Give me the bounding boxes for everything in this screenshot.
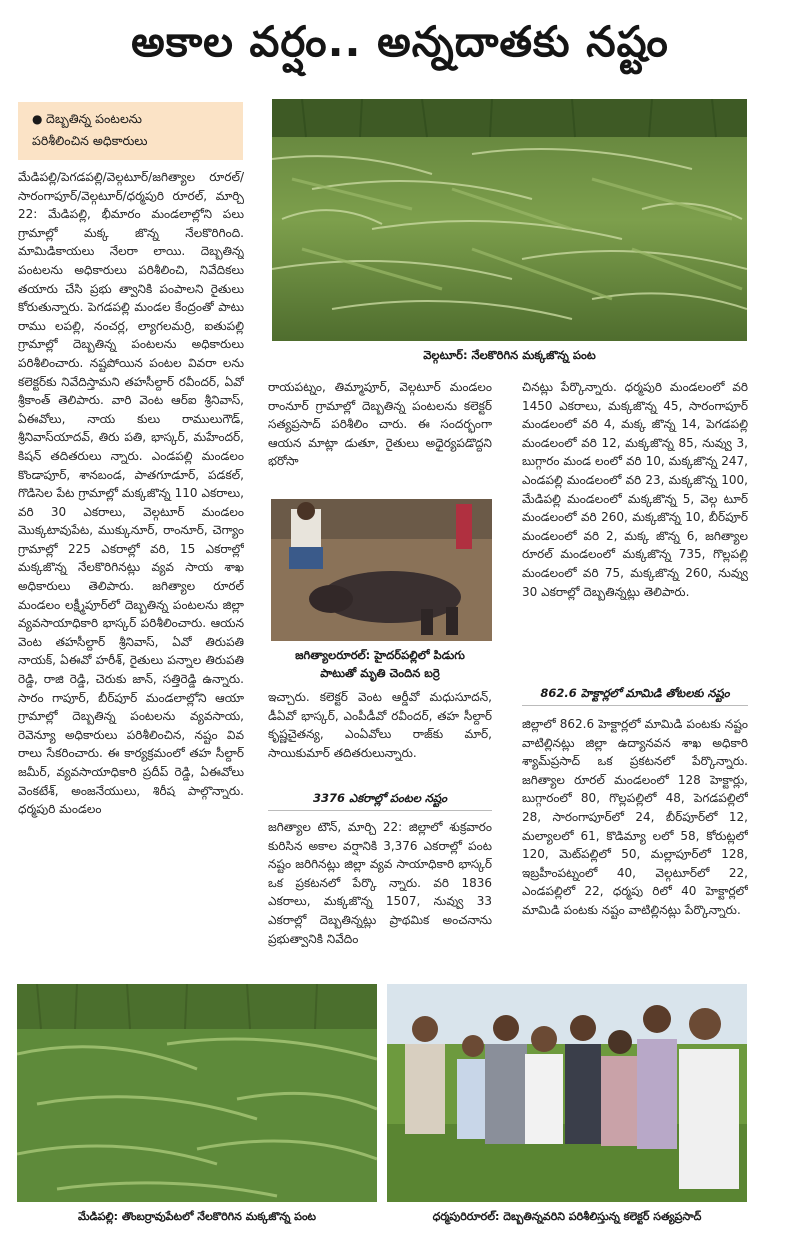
article-column-3b xyxy=(522,715,748,970)
photo-maize-field-bottom xyxy=(17,984,377,1202)
article-text-col1: మేడిపల్లి/పెగడపల్లి/వెల్గటూర్/జగిత్యాల రూరల్/సారంగాపూర్/వెల్గటూర్/ధర్మపురి రూరల్, మార్చి 22: మేడిపల్లి, భీమారం మండలాల్లోని పలు గ్రామాల్లో మక్క జొన్న నేలకొరిగింది. మామిడికాయలు నేలరా లాయి. దెబ్బతిన్న పంటలను అధికారులు పరిశీలించి, నివేదికలు తయారు చేసి ప్రభు త్వానికి పంపాలని రైతులు కోరుతున్నారు. పెగడపల్లి మండల కేంద్రంతో పాటు రాము లపల్లి, నంచర్ల, ల్యాగలమర్రి, ఐతుపల్లి గ్రామాల్లో దెబ్బతిన్న పంటలను అధికారులు పరిశీలించారు. నష్టపోయిన పంటల వివరా లను కలెక్టర్‌కు నివేదిస్తామని తహసీల్దార్ రవీందర్, ఏవో శ్రీకాంత్ తెలిపారు. వారి వెంట ఆర్ఐ శ్రీనివాస్, ఏఈవోలు, నాయ కులు రాములుగౌడ్, శ్రీనివాస్‌యాదవ్, తిరు పతి, భాస్కర్, మహేందర్, కిషన్ తదితరులు న్నారు. ఎండపల్లి మండలం కొండాపూర్, శానబండ, పాతగూడూర్, పడకల్, గొడిసెల పేట గ్రామాల్లో మక్కజొన్న 110 ఎకరాలు, వరి 30 ఎకరాలు, వెల్గటూర్ మండలం మొక్కటావుపేట, ముక్కునూర్, రాంనూర్, చెగ్యాం గ్రామాల్లో 225 ఎకరాల్లో వరి, 15 ఎకరాల్లో మక్కజొన్న నేలకొరిగినట్లు వ్యవ సాయ శాఖ అధికారులు తెలిపారు. జగిత్యాల రూరల్ మండలం లక్ష్మీపూర్‌లో దెబ్బతిన్న పంటలను జిల్లా వ్యవసాయాధికారి భాస్కర్ పరిశీలించారు. ఆయన వెంట తహసీల్దార్ శ్రీనివాస్, ఏవో తిరుపతి నాయక్, ఏఈవో హరీశ్, రైతులు పన్నాల తిరుపతి రెడ్డి, రాజి రెడ్డి, చెరుకు జాన్, సత్తిరెడ్డి ఉన్నారు. సారం గాపూర్, బీర్‌పూర్ మండలాల్లోని ఆయా గ్రామాల్లో దెబ్బతిన్న పంటలను వ్యవసాయ, రెవెన్యూ అధికారులు పరిశీలించిన, నష్టం వివ రాలు సేకరించారు. ఈ కార్యక్రమంలో తహ సీల్దార్ జమీర్, వ్యవసాయాధికారి ప్రదీప్ రెడ్డి, ఏఈవోలు వెంకటేశ్, అంజనేయులు, శిరీష పాల్గొన్నారు. ధర్మపురి మండలం xyxy=(18,170,244,817)
page-headline: అకాల వర్షం.. అన్నదాతకు నష్టం xyxy=(131,17,669,66)
article-column-1 xyxy=(18,168,244,968)
highlight-line-2: పరిశీలించిన అధికారులు xyxy=(32,133,148,148)
caption-buffalo-line1: జగిత్యాలరూరల్: హైదర్‌పల్లిలో పిడుగు xyxy=(295,648,465,662)
article-text-col2b: ఇచ్చారు. కలెక్టర్ వెంట ఆర్డీవో మధుసూదన్, డీఏవో భాస్కర్, ఎంపీడీవో రవీందర్, తహ సీల్దార్ కృష్ణచైతన్య, ఎంఏవోలు రాజ్‌కు మార్, సాయికుమార్ తదితరులున్నారు. xyxy=(268,690,492,760)
article-column-2a xyxy=(268,378,492,493)
fallen-maize-image xyxy=(17,984,377,1202)
article-text-col3a: చినట్లు పేర్కొన్నారు. ధర్మపురి మండలంలో వరి 1450 ఎకరాలు, మక్కజొన్న 45, సారంగాపూర్ మండలంలో వరి 4, మక్క జొన్న 14, పెగడపల్లి మండలంలో వరి 12, మక్కజొన్న 85, నువ్వు 3, బుగ్గారం మండ లంలో వరి 10, మక్కజొన్న 247, ఎండపల్లి మండలంలో వరి 23, మక్కజొన్న 100, మేడిపల్లి మండలంలో మక్కజొన్న 5, వెల్గ టూర్ మండలంలో వరి 260, మక్కజొన్న 10, బీర్‌పూర్ మండలంలో వరి 2, మక్క జొన్న 6, జగిత్యాల రూరల్ మండలంలో మక్కజొన్న 735, గొల్లపల్లి మండలంలో వరి 75, మక్కజొన్న 260, నువ్వు 30 ఎకరాల్లో దెబ్బతిన్నట్లు తెలిపారు. xyxy=(522,380,748,599)
caption-bottom-left-photo: మేడిపల్లి: తొంబర్రావుపేటలో నేలకొరిగిన మక్కజొన్న పంట xyxy=(77,1210,317,1223)
highlight-line-1: దెబ్బతిన్న పంటలను xyxy=(46,111,142,126)
article-column-2c xyxy=(268,818,492,970)
photo-dead-buffalo xyxy=(271,499,492,641)
article-column-3a xyxy=(522,378,748,678)
caption-top-photo: వెల్గటూర్: నేలకొరిగిన మక్కజొన్న పంట xyxy=(423,348,596,362)
buffalo-image xyxy=(271,499,492,641)
subhead-rule-col3 xyxy=(522,705,748,706)
caption-buffalo-line2: పాటుతో మృతి చెందిన బర్రె xyxy=(320,666,440,680)
maize-field-image xyxy=(272,99,747,341)
article-text-col3b: జిల్లాలో 862.6 హెక్టార్లలో మామిడి పంటకు నష్టం వాటిల్లినట్లు జిల్లా ఉద్యానవన శాఖ అధికారి శ్యామ్‌ప్రసాద్ ఒక ప్రకటనలో పేర్కొన్నారు. జగిత్యాల రూరల్ మండలంలో 128 హెక్టార్లు, బుగ్గారంలో 80, గొల్లపల్లిలో 48, పెగడపల్లిలో 28, సారంగాపూర్‌లో 24, బీర్‌పూర్‌లో 12, మల్యాలలో 61, కొడిమ్యా లలో 58, కోరుట్లలో 120, మెట్‌పల్లిలో 50, మల్లాపూర్‌లో 128, ఇబ్రహీంపట్నంలో 40, వెల్గటూర్‌లో 22, ఎండపల్లిలో 22, ధర్మపు రిలో 40 హెక్టార్లలో మామిడి పంటకు నష్టం వాటిల్లినట్లు పేర్కొన్నారు. xyxy=(522,717,748,917)
article-column-2b xyxy=(268,688,492,784)
article-text-col2c: జగిత్యాల టౌన్, మార్చి 22: జిల్లాలో శుక్రవారం కురిసిన అకాల వర్షానికి 3,376 ఎకరాల్లో పంట నష్టం జరిగినట్లు జిల్లా వ్యవ సాయాధికారి భాస్కర్ ఒక ప్రకటనలో పేర్కొ న్నారు. వరి 1836 ఎకరాలు, మక్కజొన్న 1507, నువ్వు 33 ఎకరాల్లో దెబ్బతిన్నట్లు ప్రాథమిక అంచనాను ప్రభుత్వానికి నివేదిం xyxy=(268,820,492,946)
photo-maize-field-top xyxy=(272,99,747,341)
bullet-icon: ● xyxy=(32,112,43,126)
photo-collector-inspection xyxy=(387,984,747,1202)
article-text-col2a: రాయపట్నం, తిమ్మాపూర్, వెల్గటూర్ మండలం రాంనూర్ గ్రామాల్లో దెబ్బతిన్న పంటలను కలెక్టర్ సత్యప్రసాద్ పరిశీలిం చారు. ఈ సందర్భంగా ఆయన మాట్లా డుతూ, రైతులు అధైర్యపడొద్దని భరోసా xyxy=(268,380,492,469)
subhead-crop-loss: 3376 ఎకరాల్లో పంటల నష్టం xyxy=(313,791,447,805)
subhead-rule-col2 xyxy=(268,810,492,811)
officials-in-field-image xyxy=(387,984,747,1202)
caption-bottom-right-photo: ధర్మపురిరూరల్: దెబ్బతిన్నవరిని పరిశీలిస్తున్న కలెక్టర్ సత్యప్రసాద్ xyxy=(432,1210,702,1223)
subhead-mango-loss: 862.6 హెక్టార్లలో మామిడి తోటలకు నష్టం xyxy=(540,686,730,700)
highlight-box xyxy=(18,102,243,160)
